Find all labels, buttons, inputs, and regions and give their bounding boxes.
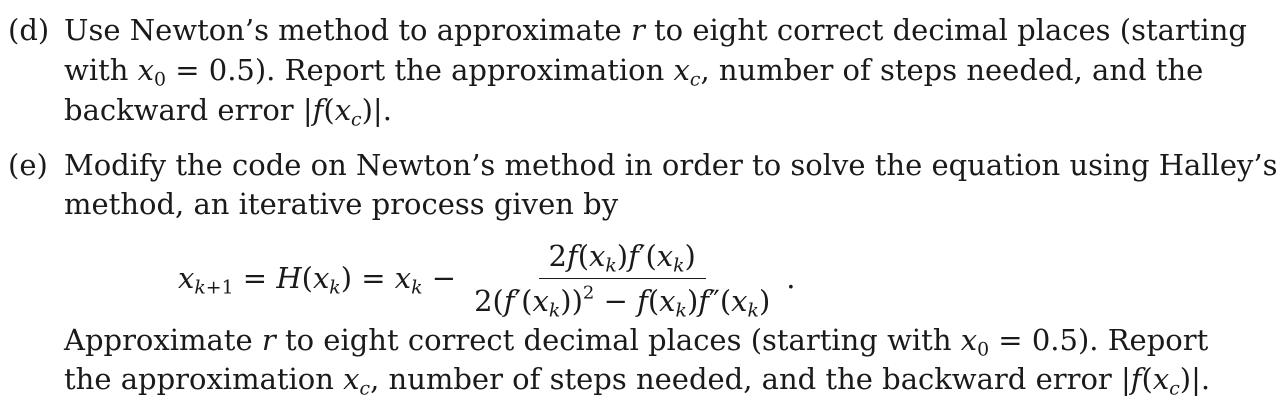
formula-lhs: $x_{k+1} = H(x_k) = x_k$ − [178, 261, 457, 299]
part-e-line-3: Approximate r to eight correct decimal places (starting with $x_0 = 0.5$). Report [64, 323, 1209, 361]
part-e-line-1: Modify the code on Newton’s method in order to solve the equation using Halley’s [64, 148, 1278, 182]
formula-terminator: . [786, 261, 796, 295]
part-e-label: (e) [8, 148, 48, 182]
formula-denominator: $2(f'(x_k))^2 - f(x_k)f''(x_k)$ [474, 281, 771, 321]
part-e-line-2: method, an iterative process given by [64, 187, 619, 221]
halley-formula [178, 232, 796, 324]
part-d-line-1: Use Newton’s method to approximate r to eight correct decimal places (starting [64, 13, 1247, 47]
part-e-line-4: the approximation $x_c$, number of steps needed, and the backward error $|f(x_c)|$. [64, 362, 1211, 400]
part-d-line-2: with $x_0 = 0.5$). Report the approximation $x_c$, number of steps needed, and the [64, 53, 1204, 91]
formula-fraction [464, 237, 780, 320]
part-d-line-3: backward error $|f(x_c)|$. [64, 93, 392, 131]
formula-numerator: $2f(x_k)f'(x_k)$ [539, 237, 706, 279]
part-d-label: (d) [8, 13, 50, 47]
